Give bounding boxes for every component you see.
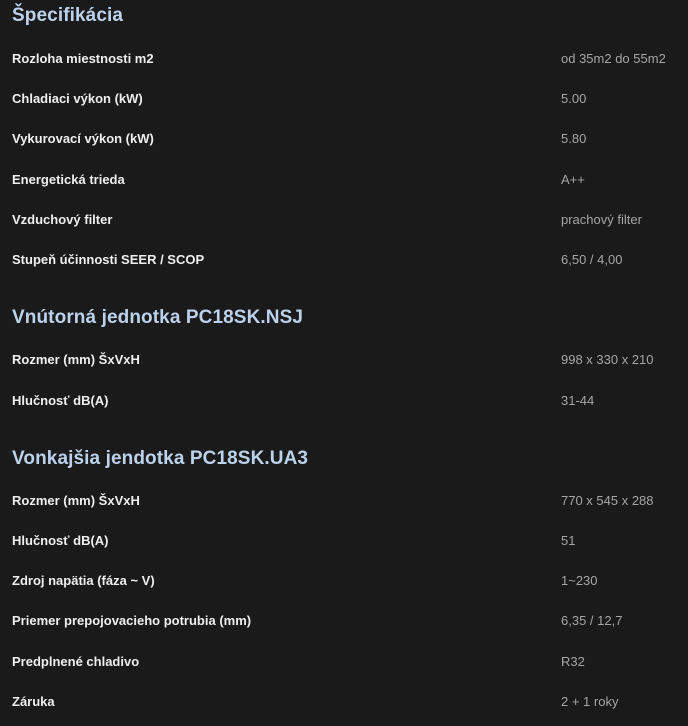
spec-label: Vzduchový filter — [12, 212, 113, 227]
spec-label: Priemer prepojovacieho potrubia (mm) — [12, 613, 252, 628]
spec-value: 770 x 545 x 288 — [561, 493, 654, 508]
spec-row — [0, 561, 688, 601]
section-title-specifikacia: Špecifikácia — [12, 5, 124, 26]
spec-row — [0, 79, 688, 119]
spec-label: Energetická trieda — [12, 172, 125, 187]
spec-label: Zdroj napätia (fáza ~ V) — [12, 573, 155, 588]
spec-value: 31-44 — [561, 393, 595, 408]
spec-value: A++ — [561, 172, 585, 187]
spec-value: 2 + 1 roky — [561, 694, 619, 709]
spec-row — [0, 200, 688, 240]
spec-label: Hlučnosť dB(A) — [12, 533, 109, 548]
spec-value: prachový filter — [561, 212, 642, 227]
spec-row — [0, 642, 688, 682]
spec-value: 6,50 / 4,00 — [561, 252, 623, 267]
spec-label: Stupeň účinnosti SEER / SCOP — [12, 252, 205, 267]
spec-label: Vykurovací výkon (kW) — [12, 131, 154, 146]
spec-row — [0, 381, 688, 421]
spec-label: Predplnené chladivo — [12, 654, 140, 669]
spec-row — [0, 119, 688, 159]
spec-label: Rozmer (mm) ŠxVxH — [12, 352, 140, 367]
spec-row — [0, 521, 688, 561]
spec-row — [0, 39, 688, 79]
spec-value: 6,35 / 12,7 — [561, 613, 623, 628]
section-title-outdoor-unit: Vonkajšia jendotka PC18SK.UA3 — [12, 448, 309, 469]
spec-value: 5.80 — [561, 131, 587, 146]
spec-row — [0, 340, 688, 380]
section-title-indoor-unit: Vnútorná jednotka PC18SK.NSJ — [12, 307, 304, 328]
spec-value: 5.00 — [561, 91, 587, 106]
spec-value: od 35m2 do 55m2 — [561, 51, 666, 66]
spec-label: Rozloha miestnosti m2 — [12, 51, 154, 66]
spec-row — [0, 601, 688, 641]
spec-label: Chladiaci výkon (kW) — [12, 91, 143, 106]
spec-value: 51 — [561, 533, 576, 548]
spec-row — [0, 240, 688, 280]
spec-row — [0, 160, 688, 200]
spec-label: Rozmer (mm) ŠxVxH — [12, 493, 140, 508]
spec-value: R32 — [561, 654, 585, 669]
spec-label: Hlučnosť dB(A) — [12, 393, 109, 408]
spec-row — [0, 682, 688, 722]
spec-label: Záruka — [12, 694, 55, 709]
spec-value: 1~230 — [561, 573, 598, 588]
spec-row — [0, 481, 688, 521]
spec-value: 998 x 330 x 210 — [561, 352, 654, 367]
